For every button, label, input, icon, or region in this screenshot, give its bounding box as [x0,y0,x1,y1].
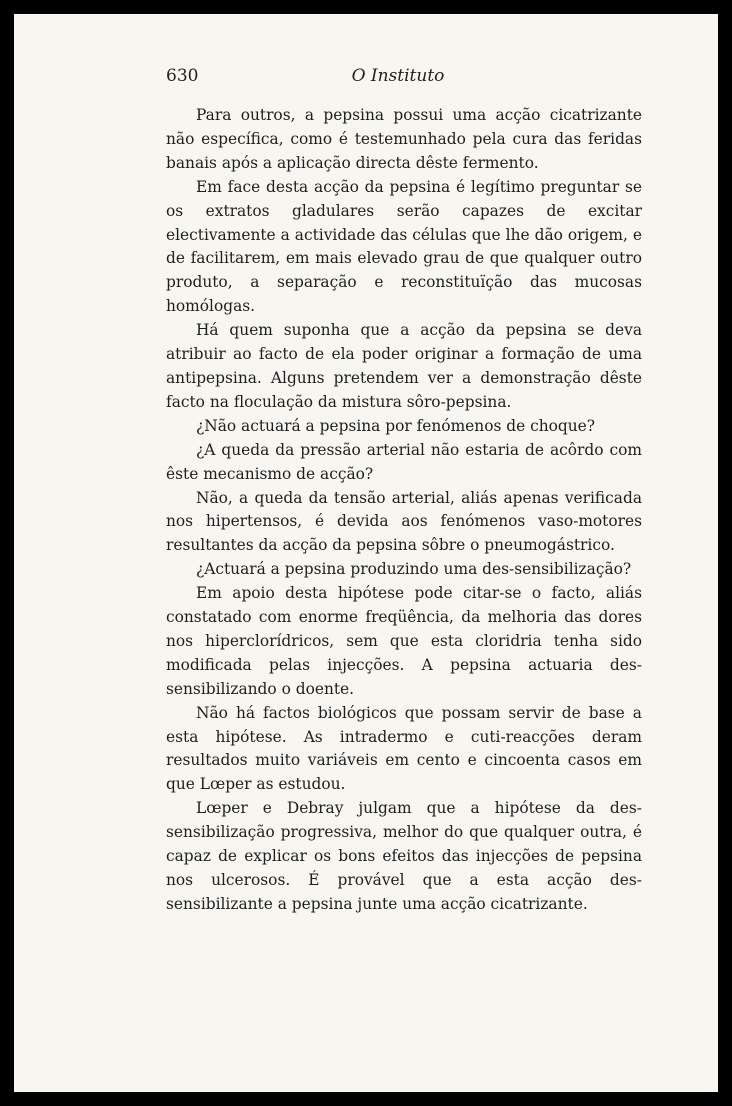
running-header [166,66,630,90]
book-page [14,14,718,1092]
paragraph-9: Não há factos biológicos que possam servir de base a esta hipótese. As intradermo e cuti-reacções deram resultados muito variáveis em cento e cincoenta casos em que Lœper as estudou. [166,703,642,794]
paragraph-2: Em face desta acção da pepsina é legítimo preguntar se os extratos gladulares serão capazes de excitar electivamente a actividade das células que lhe dão origem, e de facilitarem, em mais elevado grau de que qualquer outro produto, a separação e reconstituïção das mucosas homólogas. [166,177,642,316]
paragraph-6: Não, a queda da tensão arterial, aliás apenas verificada nos hipertensos, é devida aos fenómenos vaso-motores resultantes da acção da pepsina sôbre o pneumogástrico. [166,488,642,555]
paragraph-8: Em apoio desta hipótese pode citar-se o facto, aliás constatado com enorme freqüência, da melhoria das dores nos hiperclorídricos, sem que esta cloridria tenha sido modificada pelas injecções. A pepsina actuaria des-sensibilizando o doente. [166,584,642,698]
paragraph-5: ¿A queda da pressão arterial não estaria de acôrdo com êste mecanismo de acção? [166,440,642,483]
page-number: 630 [166,66,199,86]
paragraph-7: ¿Actuará a pepsina produzindo uma des-sensibilização? [196,560,632,579]
journal-title: O Instituto [351,66,445,86]
paragraph-4: ¿Não actuará a pepsina por fenómenos de choque? [196,416,596,435]
paragraph-3: Há quem suponha que a acção da pepsina se deva atribuir ao facto de ela poder originar a formação de uma antipepsina. Alguns pretendem ver a demonstração dêste facto na floculação da mistura sôro-pepsina. [166,321,642,411]
paragraph-10: Lœper e Debray julgam que a hipótese da des-sensibilização progressiva, melhor do que qualquer outra, é capaz de explicar os bons efeitos das injecções de pepsina nos ulcerosos. É provável que a esta acção des-sensibilizante a pepsina junte uma acção cicatrizante. [166,799,642,913]
body-text [166,104,642,917]
paragraph-1: Para outros, a pepsina possui uma acção cicatrizante não específica, como é testemunhado pela cura das feridas banais após a aplicação directa dêste fermento. [166,106,642,172]
